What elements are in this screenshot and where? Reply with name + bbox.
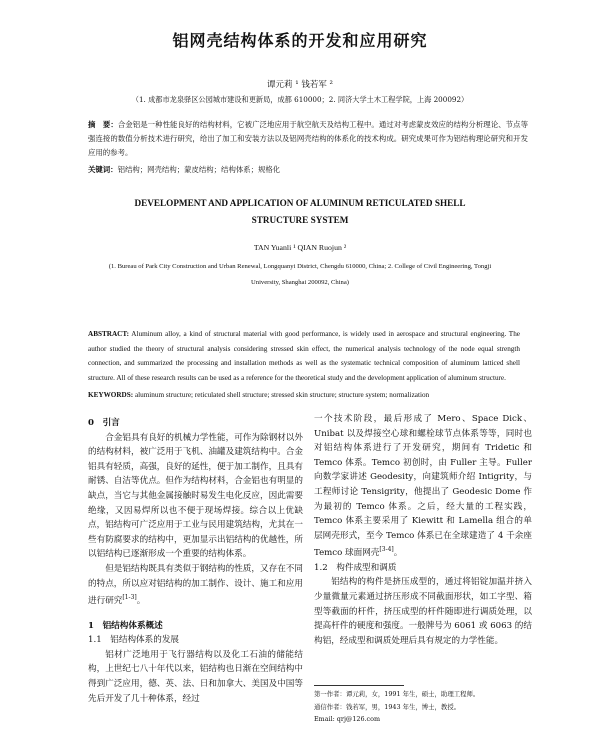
footnote-divider — [314, 685, 404, 686]
english-abstract — [88, 327, 520, 385]
section-1-1-paragraph-1: 铝材广泛地用于飞行器结构以及化工石油的储能结构，上世纪七八十年代以来，铝结构也日渐在空间结构中得到广泛应用，德、英、法、日和加拿大、美国及中国等先后开发了几十种体系，经过 — [88, 649, 303, 704]
english-affiliation-line1: (1. Bureau of Park City Construction and Urban Renewal, Longquanyi District, Chengdu 610000, China; 2. College of Civil Engineering, Tongji — [108, 263, 492, 270]
footnote-email: Email: qrj@126.com — [314, 715, 381, 723]
english-keywords — [88, 391, 520, 399]
english-affiliation — [86, 259, 514, 291]
footnote-corresponding-author: 通信作者：钱若军，男，1943 年生，博士，教授。 — [314, 702, 461, 711]
section-0-paragraph-1: 合金铝具有良好的机械力学性能，可作为除钢材以外的结构材料，被广泛用于飞机、油罐及建筑结构中。合金铝具有轻质，高强，良好的延性，便于加工制作，且具有耐锈、自洁等优点。但作为结构材料，合金铝也有明显的缺点，当它与其他金属接触时易发生电化反应，因此需要绝缘，又因易焊所以也不便于现场焊接。综合以上优缺点，铝结构可广泛应用于工业与民用建筑结构，尤其在一些有防腐要求的结构中，更加显示出铝结构的优越性，所以铝结构已逐渐形成一个重要的结构体系。 — [88, 432, 303, 560]
right-paragraph-1-text: 一个技术阶段，最后形成了 Mero、Space Dick、Unibat 以及焊接空心球和螺栓球节点体系等等，同时也对铝结构体系进行了开发研究，期间有 Tridetic 和 Temco 体系。Temco 初创时，由 Fuller 主导。Fuller 向数学家讲述 Geodesity，向建筑师介绍 Intigrity，与工程师讨论 Tensigrity，他提出了 Geodesic Dome 作为最初的 Temco 体系。之后，经大量的工程实践，Temco 体系主要采用了 Kiewitt 和 Lamella 组合的单层网壳形式，至今 Temco 体系已在全球建造了 4 千余座 Temco 球面网壳 — [314, 414, 532, 559]
section-0-heading: 0 引言 — [88, 418, 120, 428]
chinese-abstract-text: 合金铝是一种性能良好的结构材料，它被广泛地应用于航空航天及结构工程中。通过对考虑蒙皮效应的结构分析理论、节点等强连接的数值分析技术进行研究，给出了加工和安装方法以及铝网壳结构的体系化的技术构成。研究成果可作为铝结构理论研究和开发应用的参考。 — [88, 120, 528, 157]
chinese-authors: 谭元莉 ¹ 钱若军 ² — [267, 80, 333, 90]
chinese-title: 铝网壳结构体系的开发和应用研究 — [172, 31, 428, 50]
chinese-keywords-text: 铝结构；网壳结构；蒙皮结构；结构体系；规格化 — [117, 165, 281, 174]
right-paragraph-1-end: 。 — [393, 548, 403, 559]
english-keywords-label: KEYWORDS: — [88, 391, 134, 399]
english-affiliation-line2: University, Shanghai 200092, China) — [251, 279, 349, 286]
chinese-affiliation: （1. 成都市龙泉驿区公园城市建设和更新局，成都 610000；2. 同济大学土木工程学院，上海 200092） — [131, 95, 469, 104]
citation: [1-3] — [122, 594, 137, 602]
section-1-heading: 1 铝结构体系概述 — [88, 620, 163, 631]
left-column — [88, 412, 303, 706]
chinese-keywords — [88, 164, 528, 175]
footnote-first-author: 第一作者：谭元莉，女，1991 年生，硕士，助理工程师。 — [314, 690, 480, 698]
chinese-abstract — [88, 118, 528, 159]
chinese-keywords-label: 关键词： — [88, 165, 118, 174]
section-1-2-paragraph-1: 铝结构的构件是挤压成型的，通过将铝锭加温并挤入少量微量元素通过挤压形成不同截面形状，如工字型、箱型等截面的杆件，挤压成型的杆件随即进行调质处理，以提高杆件的硬度和强度。一般牌号为 6061 或 6063 的结构铝，经成型和调质处理后具有规定的力学性能。 — [314, 577, 532, 646]
english-abstract-text: Aluminum alloy, a kind of structural material with good performance, is widely used in aerospace and structural engineering. The author studied the theory of structural analysis considering stressed skin effect, the numerical analysis technology of the node equal strength connection, and summarized the processing and installation methods as well as the systematic technical composition of aluminum latticed shell structure. All of these research results can be used as a reference for the theoretical study and the development application of aluminum structure. — [88, 330, 520, 382]
english-authors: TAN Yuanli ¹ QIAN Ruojun ² — [253, 243, 347, 252]
section-0-paragraph-2-text: 但是铝结构既具有类似于钢结构的性质，又存在不同的特点，所以应对铝结构的加工制作、设计、施工和应用进行研究 — [88, 563, 303, 606]
english-title-line2: STRUCTURE SYSTEM — [251, 215, 349, 225]
section-1-2-heading: 1.2 构件成型和调质 — [314, 562, 397, 573]
english-keywords-text: aluminum structure; reticulated shell structure; stressed skin structure; structure system; normalization — [133, 391, 430, 399]
right-column — [314, 412, 532, 648]
section-0-paragraph-2 — [88, 562, 303, 609]
footnote — [314, 688, 532, 726]
citation: [3-4] — [379, 546, 394, 554]
section-1-1-heading: 1.1 铝结构体系的发展 — [88, 635, 180, 646]
english-title — [88, 195, 512, 229]
chinese-abstract-label: 摘 要： — [88, 120, 118, 129]
english-title-line1: DEVELOPMENT AND APPLICATION OF ALUMINUM RETICULATED SHELL — [134, 198, 466, 208]
english-abstract-label: ABSTRACT: — [88, 330, 130, 338]
right-paragraph-1 — [314, 412, 532, 561]
section-0-paragraph-2-end: 。 — [136, 595, 146, 606]
